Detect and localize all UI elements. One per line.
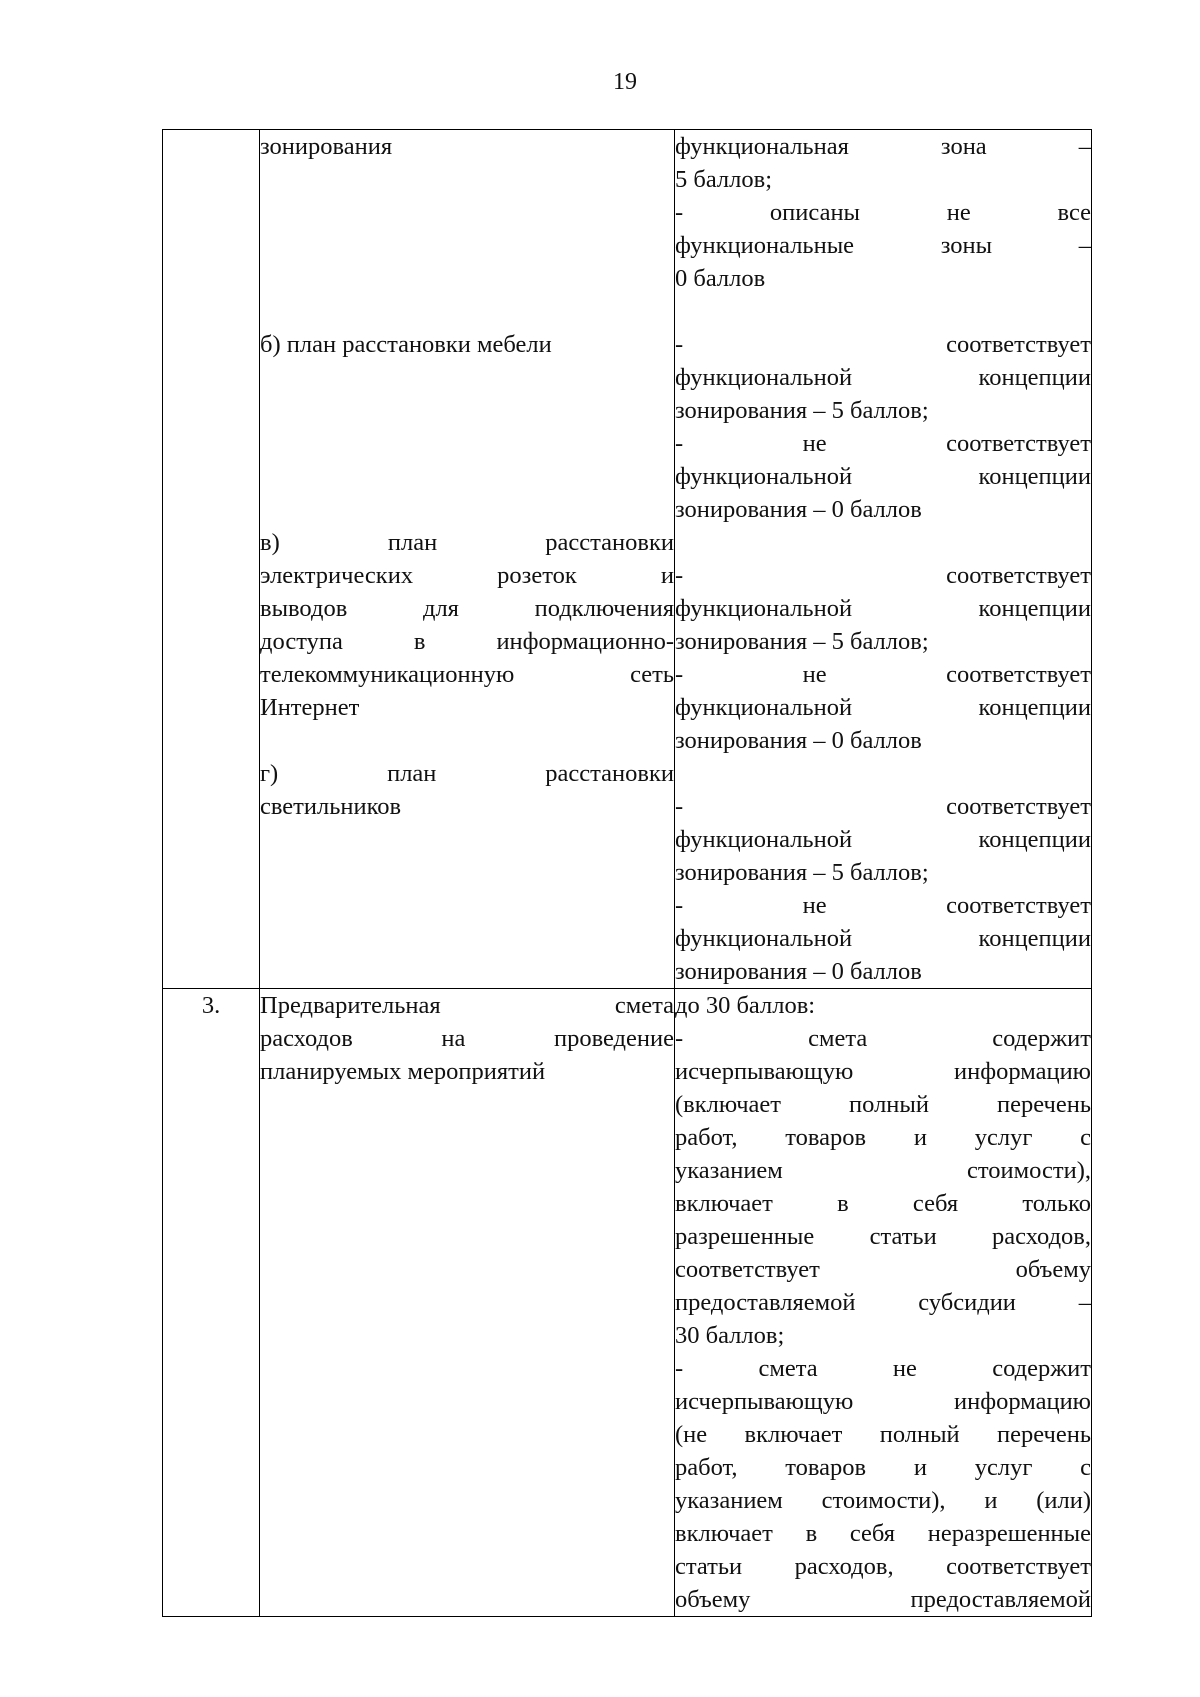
score-line: включает в себя только [675, 1190, 1091, 1217]
score-line: - соответствует [675, 331, 1091, 358]
score-line: указанием стоимости), [675, 1157, 1091, 1184]
criterion-line: г) план расстановки [260, 760, 674, 787]
score-line: - соответствует [675, 793, 1091, 820]
score-line: зонирования – 5 баллов; [675, 859, 929, 886]
score-line: - не соответствует [675, 661, 1091, 688]
criterion-line: выводов для подключения [260, 595, 674, 622]
score-line: работ, товаров и услуг с [675, 1454, 1091, 1481]
criterion-cell [260, 130, 675, 989]
criterion-text: зонирования [260, 133, 393, 160]
criterion-cell [260, 989, 675, 1617]
score-line: (включает полный перечень [675, 1091, 1091, 1118]
score-line: зонирования – 5 баллов; [675, 628, 929, 655]
row-number: 3. [163, 989, 260, 1617]
score-line: включает в себя неразрешенные [675, 1520, 1091, 1547]
score-line: функциональная зона – [675, 133, 1091, 160]
score-line: работ, товаров и услуг с [675, 1124, 1091, 1151]
score-line: функциональной концепции [675, 694, 1091, 721]
criterion-line: Предварительная смета [260, 992, 674, 1019]
score-line: исчерпывающую информацию [675, 1388, 1091, 1415]
score-line: зонирования – 0 баллов [675, 727, 922, 754]
row-number [163, 130, 260, 989]
score-line: (не включает полный перечень [675, 1421, 1091, 1448]
score-line: - соответствует [675, 562, 1091, 589]
score-line: зонирования – 0 баллов [675, 496, 922, 523]
score-line: функциональной концепции [675, 364, 1091, 391]
page-number: 19 [613, 69, 637, 95]
score-line: 0 баллов [675, 265, 766, 292]
score-line: - не соответствует [675, 430, 1091, 457]
score-line: статьи расходов, соответствует [675, 1553, 1091, 1580]
criterion-line: в) план расстановки [260, 529, 674, 556]
score-line: исчерпывающую информацию [675, 1058, 1091, 1085]
score-line: указанием стоимости), и (или) [675, 1487, 1091, 1514]
table-row [163, 130, 1092, 989]
criterion-line: электрических розеток и [260, 562, 674, 589]
criterion-line: планируемых мероприятий [260, 1058, 546, 1085]
score-line: - смета содержит [675, 1025, 1091, 1052]
criterion-text: б) план расстановки мебели [260, 331, 552, 358]
score-cell [675, 989, 1092, 1617]
score-line: функциональной концепции [675, 463, 1091, 490]
score-line: - не соответствует [675, 892, 1091, 919]
score-line: зонирования – 5 баллов; [675, 397, 929, 424]
score-line: - смета не содержит [675, 1355, 1091, 1382]
criterion-line: доступа в информационно- [260, 628, 674, 655]
score-line: функциональные зоны – [675, 232, 1091, 259]
criterion-line: телекоммуникационную сеть [260, 661, 674, 688]
criterion-line: Интернет [260, 694, 360, 721]
score-cell [675, 130, 1092, 989]
score-line: функциональной концепции [675, 925, 1091, 952]
score-line: зонирования – 0 баллов [675, 958, 922, 985]
score-line: разрешенные статьи расходов, [675, 1223, 1091, 1250]
score-line: соответствует объему [675, 1256, 1091, 1283]
score-line: функциональной концепции [675, 595, 1091, 622]
score-line: 5 баллов; [675, 166, 773, 193]
table-row [163, 989, 1092, 1617]
score-line: 30 баллов; [675, 1322, 785, 1349]
score-head: до 30 баллов: [675, 992, 816, 1019]
criteria-table [162, 129, 1092, 1617]
criterion-line: светильников [260, 793, 402, 820]
score-line: - описаны не все [675, 199, 1091, 226]
criterion-line: расходов на проведение [260, 1025, 674, 1052]
score-line: объему предоставляемой [675, 1586, 1091, 1613]
score-line: предоставляемой субсидии – [675, 1289, 1091, 1316]
score-line: функциональной концепции [675, 826, 1091, 853]
